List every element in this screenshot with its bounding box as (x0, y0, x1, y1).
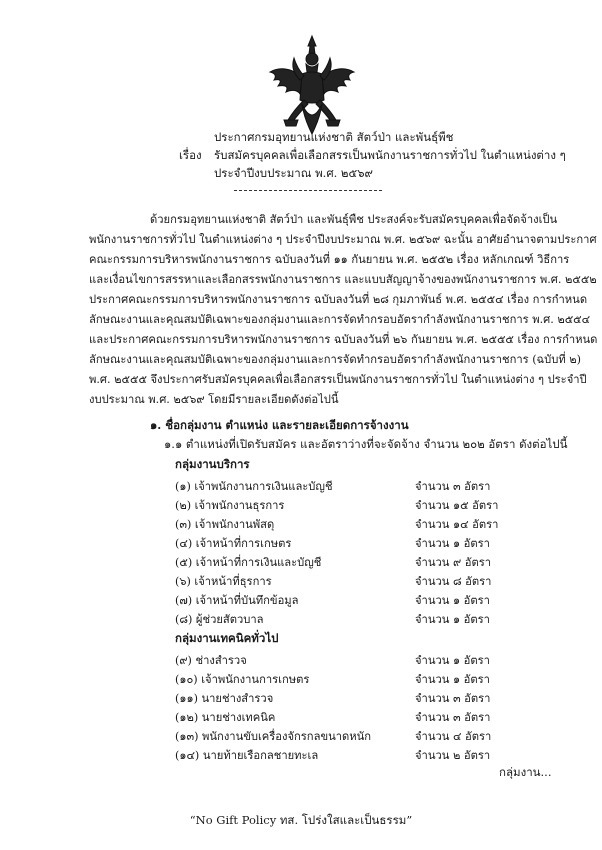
footer-slogan: “No Gift Policy ทส. โปร่งใสและเป็นธรรม” (189, 813, 413, 827)
body-line: คณะกรรมการบริหารพนักงานราชการ ฉบับลงวันที่ ๑๑ กันยายน พ.ศ. ๒๕๕๒ เรื่อง หลักเกณฑ์ วิธีการ (89, 253, 570, 266)
body-line: ด้วยกรมอุทยานแห่งชาติ สัตว์ป่า และพันธุ์พืช ประสงค์จะรับสมัครบุคคลเพื่อจัดจ้างเป็น (150, 213, 558, 226)
fiscal-year: ประจำปีงบประมาณ พ.ศ. ๒๕๖๙ (214, 166, 373, 180)
subject-label: เรื่อง (179, 148, 202, 162)
garuda-emblem-icon (264, 34, 360, 138)
body-line: ประกาศคณะกรรมการบริหารพนักงานราชการ ฉบับลงวันที่ ๒๘ กุมภาพันธ์ พ.ศ. ๒๕๕๔ เรื่อง การกำหนด (89, 293, 588, 306)
continuation-text: กลุ่มงาน... (499, 765, 552, 779)
separator-line (234, 190, 382, 191)
body-line: ลักษณะงานและคุณสมบัติเฉพาะของกลุ่มงานและการจัดทำกรอบอัตรากำลังพนักงานราชการ (ฉบับที่ ๒) (89, 353, 582, 366)
body-line: พนักงานราชการทั่วไป ในตำแหน่งต่าง ๆ ประจำปีงบประมาณ พ.ศ. ๒๕๖๙ ฉะนั้น อาศัยอำนาจตามประกาศ (89, 233, 597, 246)
body-line: พ.ศ. ๒๕๕๕ จึงประกาศรับสมัครบุคคลเพื่อเลือกสรรเป็นพนักงานราชการทั่วไป ในตำแหน่งต่าง ๆ ประจำปี (89, 373, 587, 386)
section-title: ๑. ชื่อกลุ่มงาน ตำแหน่ง และรายละเอียดการจ้างงาน (150, 418, 409, 432)
group-title: กลุ่มงานบริการ (175, 457, 250, 471)
group-title: กลุ่มงานเทคนิคทั่วไป (175, 631, 279, 645)
section-subtitle: ๑.๑ ตำแหน่งที่เปิดรับสมัคร และอัตราว่างที่จะจัดจ้าง จำนวน ๒๐๒ อัตรา ดังต่อไปนี้ (164, 437, 568, 451)
body-line: งบประมาณ พ.ศ. ๒๕๖๙ โดยมีรายละเอียดดังต่อไปนี้ (89, 393, 339, 406)
body-line: และเงื่อนไขการสรรหาและเลือกสรรพนักงานราชการ และแบบสัญญาจ้างของพนักงานราชการ พ.ศ. ๒๕๕๒ (89, 273, 597, 286)
announcement-title: ประกาศกรมอุทยานแห่งชาติ สัตว์ป่า และพันธุ์พืช (214, 130, 454, 144)
subject-text: รับสมัครบุคคลเพื่อเลือกสรรเป็นพนักงานราชการทั่วไป ในตำแหน่งต่าง ๆ (214, 148, 566, 162)
body-line: ลักษณะงานและคุณสมบัติเฉพาะของกลุ่มงานและการจัดทำกรอบอัตรากำลังพนักงานราชการ พ.ศ. ๒๕๕๔ (89, 313, 591, 326)
body-line: และประกาศคณะกรรมการบริหารพนักงานราชการ ฉบับลงวันที่ ๒๖ กันยายน พ.ศ. ๒๕๕๕ เรื่อง การกำหนด (89, 333, 598, 346)
